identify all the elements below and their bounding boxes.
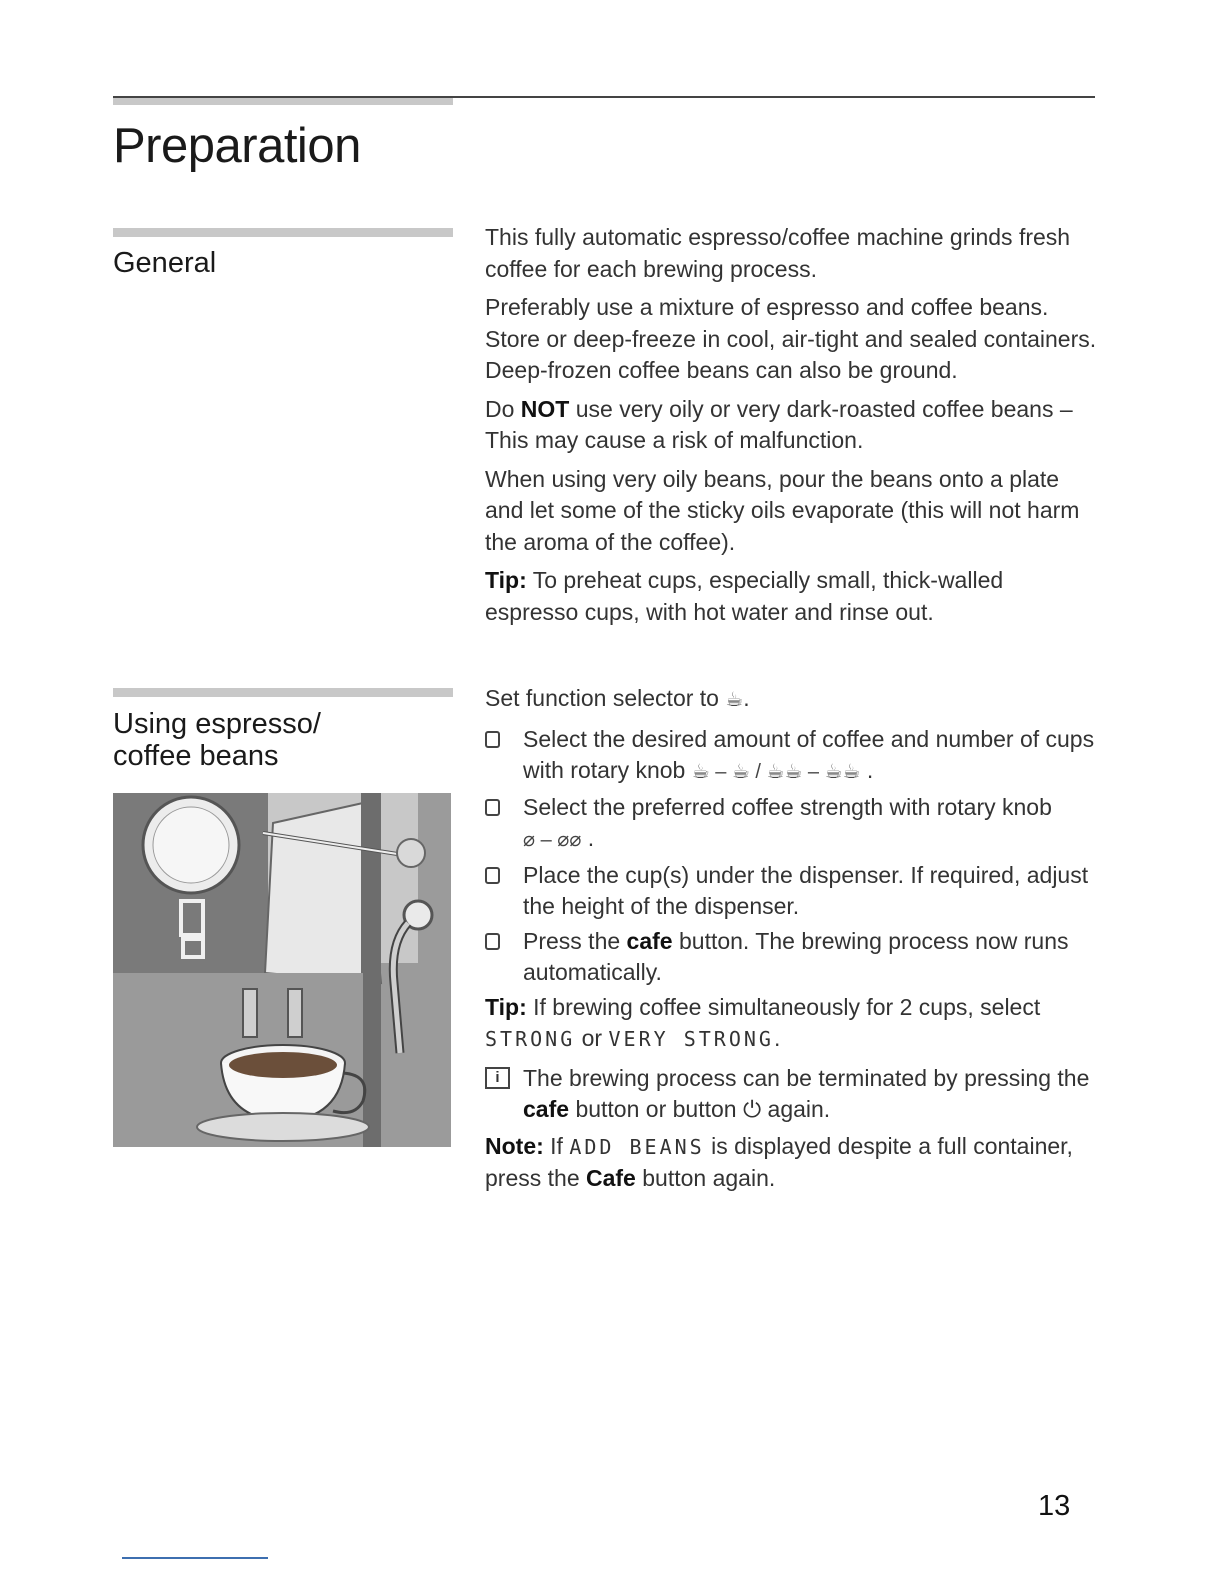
using-text	[485, 683, 1100, 1202]
using-note: Note: If ADD BEANS is displayed despite a full container, press the Cafe button again.	[485, 1132, 1073, 1191]
checkbox-icon	[485, 731, 500, 748]
checkbox-icon	[485, 867, 500, 884]
general-text	[485, 222, 1100, 635]
general-heading-bar	[113, 228, 453, 237]
info-note: i The brewing process can be terminated by pressing the cafe button or button ⏻ again.	[485, 1063, 1100, 1126]
info-icon: i	[485, 1067, 510, 1089]
cup-size-icons: ☕ – ☕ / ☕☕ – ☕☕	[691, 761, 861, 783]
coffee-cup-icon: ☕	[725, 689, 744, 711]
using-heading-bar	[113, 688, 453, 697]
coffee-machine-drawing	[113, 793, 451, 1147]
coffee-machine-illustration	[113, 793, 451, 1147]
step-press-cafe: Press the cafe button. The brewing process now runs automatically.	[485, 926, 1100, 989]
using-tip: Tip: If brewing coffee simultaneously for 2 cups, select STRONG or VERY STRONG.	[485, 993, 1041, 1051]
step-strength: Select the preferred coffee strength with rotary knob ⌀ – ⌀⌀ .	[485, 792, 1100, 857]
general-paragraph-3: Do NOT use very oily or very dark-roasted coffee beans – This may cause a risk of malfunction.	[485, 395, 1073, 453]
general-paragraph-4: When using very oily beans, pour the beans onto a plate and let some of the sticky oils evaporate (this will not harm the aroma of the coffee).	[485, 465, 1080, 555]
function-selector-instruction: Set function selector to ☕.	[485, 683, 1100, 717]
coffee-bean-icons: ⌀ – ⌀⌀	[523, 829, 582, 851]
step-place-cup: Place the cup(s) under the dispenser. If required, adjust the height of the dispenser.	[485, 860, 1100, 923]
general-paragraph-1: This fully automatic espresso/coffee machine grinds fresh coffee for each brewing process.	[485, 224, 1071, 282]
step-amount: Select the desired amount of coffee and number of cups with rotary knob ☕ – ☕ / ☕☕ – ☕☕ .	[485, 724, 1100, 789]
header-rule	[113, 96, 1095, 98]
checkbox-icon	[485, 933, 500, 950]
page-title: Preparation	[113, 119, 361, 173]
using-heading: Using espresso/ coffee beans	[113, 708, 321, 772]
page-number: 13	[1038, 1490, 1071, 1522]
footer-rule	[122, 1557, 268, 1559]
general-tip: Tip: To preheat cups, especially small, thick-walled espresso cups, with hot water and rinse out.	[485, 567, 1004, 625]
general-paragraph-2: Preferably use a mixture of espresso and coffee beans. Store or deep-freeze in cool, air-tight and sealed containers. Deep-frozen coffee beans can also be ground.	[485, 294, 1097, 383]
checkbox-icon	[485, 799, 500, 816]
general-heading: General	[113, 247, 217, 279]
